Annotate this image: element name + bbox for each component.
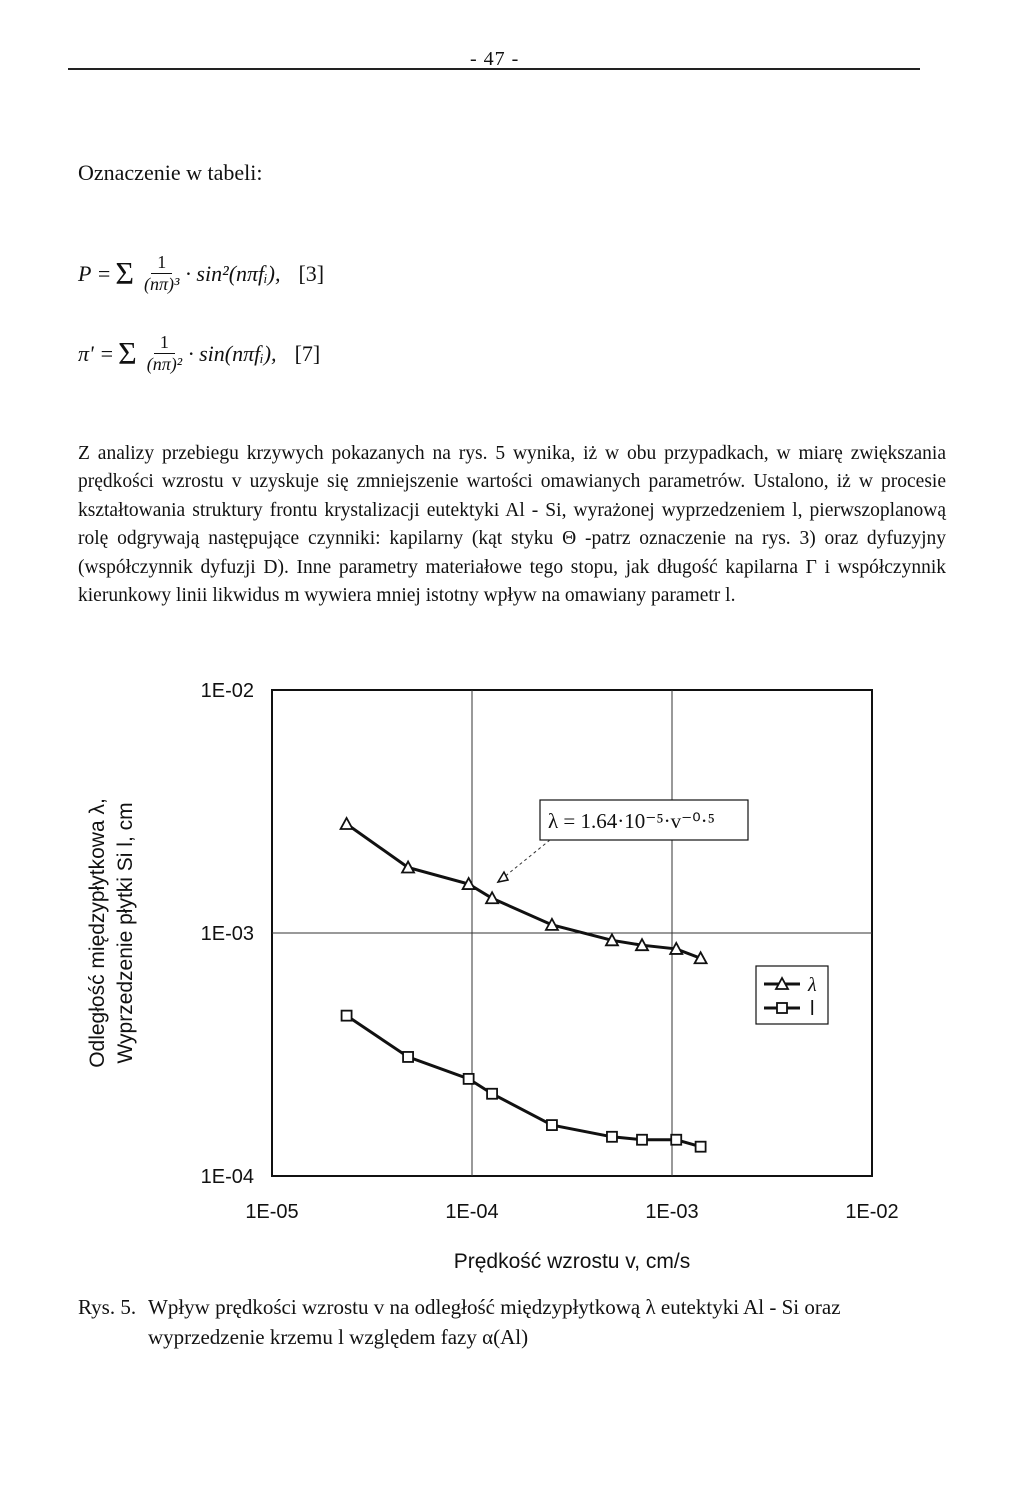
legend-label-lambda: λ [808,974,817,996]
series-line-l [347,1016,701,1147]
y-tick-label: 1E-03 [200,923,254,945]
data-point-lambda [341,818,353,829]
annotation-equation: λ = 1.64·10⁻⁵·v⁻⁰·⁵ [548,809,715,833]
series-line-lambda [347,824,701,958]
data-point-l [547,1120,557,1130]
data-point-lambda [486,892,498,903]
caption-label: Rys. 5. [78,1295,137,1319]
table-notation-heading: Oznaczenie w tabeli: [78,160,263,185]
fraction-numerator: 1 [151,252,172,274]
data-point-l [637,1135,647,1145]
formula-reference: [3] [298,260,325,286]
formula-lhs: P = [78,260,112,286]
summation-symbol: Σ [118,335,137,371]
fraction-denominator: (nπ)² [146,354,183,374]
formula-fraction [144,252,179,295]
data-point-l [607,1132,617,1142]
legend-box [756,966,828,1024]
annotation-arrow [498,872,508,882]
figure-caption [78,1292,948,1352]
y-tick-label: 1E-04 [200,1166,254,1188]
data-point-l [342,1011,352,1021]
fraction-numerator: 1 [154,332,175,354]
formula-function: · sin²(nπfᵢ), [185,260,281,286]
fraction-denominator: (nπ)³ [144,274,180,294]
formula-reference: [7] [294,340,321,366]
formula-function: · sin(nπfᵢ), [188,340,277,366]
x-tick-label: 1E-02 [845,1201,899,1223]
data-point-l [671,1135,681,1145]
chart-svg [60,660,960,1300]
formula-lhs: π' = [78,340,115,366]
legend-label-l: l [810,998,815,1020]
page-number: - 47 - [470,48,520,70]
formula-fraction [147,332,182,375]
caption-line-1: Wpływ prędkości wzrostu v na odległość międzypłytkową λ eutektyki Al - Si oraz [148,1295,841,1319]
x-tick-label: 1E-03 [645,1201,699,1223]
formula-pi [78,332,320,375]
y-axis-title-line-2: Wyprzedzenie płytki Si l, cm [114,802,137,1064]
figure-chart [60,660,960,1300]
x-axis-title: Prędkość wzrostu v, cm/s [453,1250,691,1273]
x-tick-label: 1E-05 [245,1201,299,1223]
header-rule [68,68,920,70]
summation-symbol: Σ [115,255,135,291]
body-paragraph: Z analizy przebiegu krzywych pokazanych na rys. 5 wynika, iż w obu przypadkach, w miarę zwiększania prędkości wzrostu v uzyskuje się zmniejszenie wartości omawianych parametrów. Ustalono, iż w procesie kształtowania struktury frontu krystalizacji eutektyki Al - Si, wyrażonej wyprzedzeniem l, pierwszoplanową rolę odgrywają następujące czynniki: kapilarny (kąt styku Θ -patrz oznaczenie na rys. 3) oraz dyfuzyjny (współczynnik dyfuzji D). Inne parametry materiałowe tego stopu, jak długość kapilarna Γ i współczynnik kierunkowy linii likwidus m wywiera mniej istotny wpływ na omawiany parametr l. [78,442,946,607]
data-point-l [696,1142,706,1152]
caption-line-2: wyprzedzenie krzemu l względem fazy α(Al) [148,1325,529,1349]
x-tick-label: 1E-04 [445,1201,499,1223]
data-point-l [487,1089,497,1099]
legend-marker-l [777,1003,787,1013]
formula-p [78,252,324,295]
data-point-l [403,1052,413,1062]
data-point-l [464,1074,474,1084]
y-tick-label: 1E-02 [200,680,254,702]
y-axis-title-line-1: Odległość międzypłytkowa λ, [86,798,109,1068]
